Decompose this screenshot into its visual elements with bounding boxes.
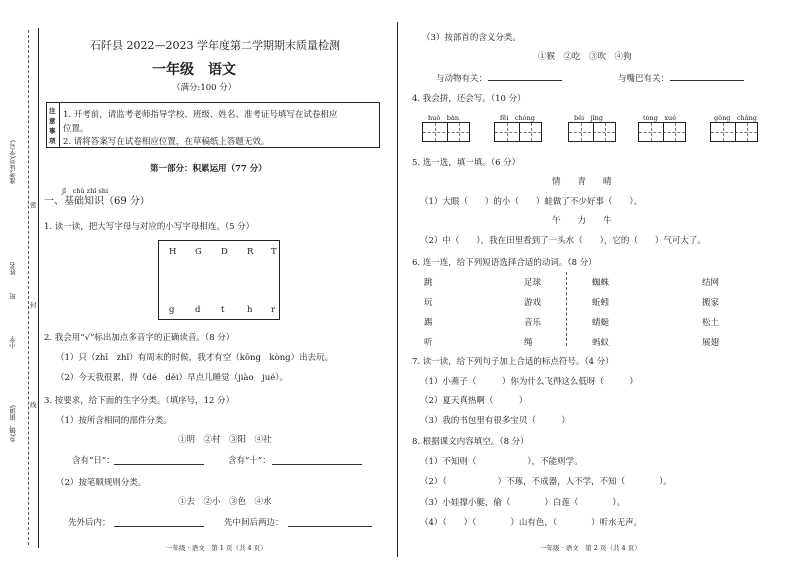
q6-verb[interactable]: 听: [424, 338, 433, 348]
q3-fill1b-label: 含有“十”：: [228, 456, 271, 466]
upper-letter[interactable]: D: [221, 247, 228, 257]
lower-letter[interactable]: r: [271, 305, 276, 315]
q8-text: 8. 根据课文内容填空。（8 分）: [412, 437, 529, 447]
q3-fill2a-label: 先外后内：: [68, 518, 111, 528]
margin-solid-line: [38, 28, 39, 548]
q1-text: 1. 读一读，把大写字母与对应的小写字母相连。（5 分）: [44, 222, 255, 232]
q4-text: 4. 我会拼，还会写。（10 分）: [412, 94, 526, 104]
q4-pinyin-5: gǒng chǎng: [714, 114, 757, 122]
lower-letter[interactable]: t: [221, 305, 225, 315]
q6-action[interactable]: 搬家: [702, 298, 720, 308]
page-divider: [397, 22, 398, 557]
q6-object[interactable]: 音乐: [524, 318, 542, 328]
q6-object[interactable]: 足球: [524, 278, 542, 288]
q5-text: 5. 选一选，填一填。（6 分）: [412, 158, 521, 168]
q3-sub1: （1）按所含相同的部件分类。: [56, 416, 172, 426]
q6-object[interactable]: 游戏: [524, 298, 542, 308]
footer-left: 一年级 · 语文 第 1 页（共 4 页）: [166, 544, 267, 552]
q6-animal[interactable]: 蚯蚓: [592, 298, 610, 308]
seal-mark-mi: 密: [30, 201, 37, 209]
q5-options-2: 午 力 牛: [552, 216, 612, 226]
q7-line-2[interactable]: （2）夏天真热啊（ ）: [420, 396, 528, 406]
q7-line-3[interactable]: （3）我的书包里有很多宝贝（ ）: [420, 416, 570, 426]
upper-letter[interactable]: G: [195, 247, 202, 257]
q3-text: 3. 按要求，给下面的生字分类。（填序号，12 分）: [44, 396, 235, 406]
q3-fill3b-label: 与嘴巴有关：: [618, 74, 670, 84]
section1-pinyin: jī chǔ zhī shi: [62, 187, 109, 195]
seal-mark-xian: 线: [30, 401, 37, 409]
q6-animal[interactable]: 蜘蛛: [592, 278, 610, 288]
q5-line-2[interactable]: （2）中（ ），我在田里看到了一头水（ ），它的（ ）气可大了。: [420, 236, 706, 246]
q6-animal[interactable]: 蚂蚁: [592, 338, 610, 348]
exam-full-score: （满分:100 分）: [172, 83, 237, 93]
q3-chars3: ①猴 ②吃 ③吹 ④狗: [538, 52, 632, 62]
notice-line-3: 2. 请将答案写在试卷相应位置，在草稿纸上答题无效。: [63, 137, 270, 147]
section1-title: 一、基础知识（69 分）: [44, 196, 150, 207]
q6-verb[interactable]: 踢: [424, 318, 433, 328]
exam-title: 石阡县 2022—2023 学年度第二学期期末质量检测: [90, 39, 340, 52]
q8-line-4[interactable]: （4）（ ）（ ）山有色，（ ）听水无声。: [420, 518, 643, 528]
q2-line-1[interactable]: （1）只（zhī zhǐ）有周末的时候，我才有空（kōng kòng）出去玩。: [56, 353, 334, 363]
q6-divider: [566, 272, 567, 346]
side-label-exam-id: 准考证号(学号): [9, 140, 17, 185]
q5-line-1[interactable]: （1）大眼（ ）的小（ ）蛙做了不少好事（ ）。: [420, 197, 643, 207]
q6-action[interactable]: 展翅: [702, 338, 720, 348]
q3-fill3a-blank[interactable]: [488, 80, 562, 81]
q4-writing-box[interactable]: [568, 122, 616, 142]
q3-fill2b-blank[interactable]: [288, 526, 372, 527]
footer-right: 一年级 · 语文 第 2 页（共 4 页）: [540, 544, 641, 552]
upper-letter[interactable]: H: [169, 247, 177, 257]
q7-line-1[interactable]: （1）小燕子（ ）你为什么飞得这么低呀（ ）: [420, 377, 638, 387]
q3-sub3: （3）按部首的含义分类。: [422, 33, 521, 43]
lower-letter[interactable]: h: [247, 305, 253, 315]
q4-pinyin-2: fēi chóng: [500, 114, 535, 122]
q3-sub2: （2）按笔顺规则分类。: [56, 478, 147, 488]
q3-fill2b-label: 先中间后两边：: [224, 518, 284, 528]
side-label-town: 乡(镇、街道): [9, 405, 17, 443]
q3-fill1b-blank[interactable]: [272, 464, 362, 465]
q4-writing-box[interactable]: [710, 122, 758, 142]
side-label-class: 班: [9, 293, 17, 300]
q4-writing-box[interactable]: [638, 122, 686, 142]
q3-fill1a-blank[interactable]: [114, 464, 204, 465]
exam-subject: 一年级 语文: [152, 62, 236, 78]
q6-text: 6. 连一连，给下列短语选择合适的动词。（8 分）: [412, 258, 597, 268]
notice-line-2: 位置。: [63, 124, 89, 134]
q1-letter-box: [158, 240, 280, 320]
q3-fill1a-label: 含有“日”：: [72, 456, 115, 466]
q8-line-3[interactable]: （3）小娃撑小艇，偷（ ）白莲（ ）。: [420, 498, 626, 508]
side-label-name: 姓名: [9, 262, 17, 275]
q4-pinyin-1: huǒ bàn: [428, 114, 460, 122]
q3-chars1: ①明 ②村 ③阳 ④社: [178, 435, 272, 445]
q4-pinyin-4: tóng xué: [643, 114, 677, 122]
q3-fill2a-blank[interactable]: [114, 526, 204, 527]
q4-pinyin-3: běi jīng: [574, 114, 604, 122]
q8-line-2[interactable]: （2）（ ）不琢，不成器，人不学，不知（ ）。: [420, 477, 672, 487]
q4-writing-box[interactable]: [422, 122, 470, 142]
q6-animal[interactable]: 蜻蜓: [592, 318, 610, 328]
lower-letter[interactable]: d: [195, 305, 201, 315]
side-label-school: 小学: [9, 336, 17, 349]
q6-action[interactable]: 松土: [702, 318, 720, 328]
q3-fill3a-label: 与动物有关：: [436, 74, 488, 84]
q7-text: 7. 读一读，给下列句子加上合适的标点符号。（4 分）: [412, 357, 614, 367]
notice-box: [46, 102, 380, 148]
notice-label: 注 意 事 项: [47, 103, 60, 147]
upper-letter[interactable]: R: [247, 247, 254, 257]
seal-dashed-line: [28, 30, 29, 545]
q6-verb[interactable]: 玩: [424, 298, 433, 308]
q6-verb[interactable]: 跳: [424, 278, 433, 288]
notice-line-1: 1. 开考前，请监考老师指导学校、班级、姓名、准考证号填写在试卷相应: [63, 110, 338, 120]
part1-title: 第一部分：积累运用（77 分）: [150, 164, 267, 174]
q3-fill3b-blank[interactable]: [670, 80, 744, 81]
q2-text: 2. 我会用“√”标出加点多音字的正确读音。（8 分）: [44, 333, 235, 343]
lower-letter[interactable]: g: [169, 305, 175, 315]
q3-chars2: ①去 ②小 ③色 ④水: [178, 497, 272, 507]
q6-object[interactable]: 绳: [524, 338, 533, 348]
upper-letter[interactable]: T: [271, 247, 277, 257]
q5-options-1: 情 青 晴: [552, 177, 612, 187]
seal-mark-feng: 封: [30, 301, 37, 309]
q6-action[interactable]: 结网: [702, 278, 720, 288]
q8-line-1[interactable]: （1）不知则（ ），不能则学。: [420, 457, 583, 467]
q2-line-2[interactable]: （2）今天我很累，得（dé děi）早点儿睡觉（jiào jué）。: [56, 373, 289, 383]
q4-writing-box[interactable]: [494, 122, 542, 142]
